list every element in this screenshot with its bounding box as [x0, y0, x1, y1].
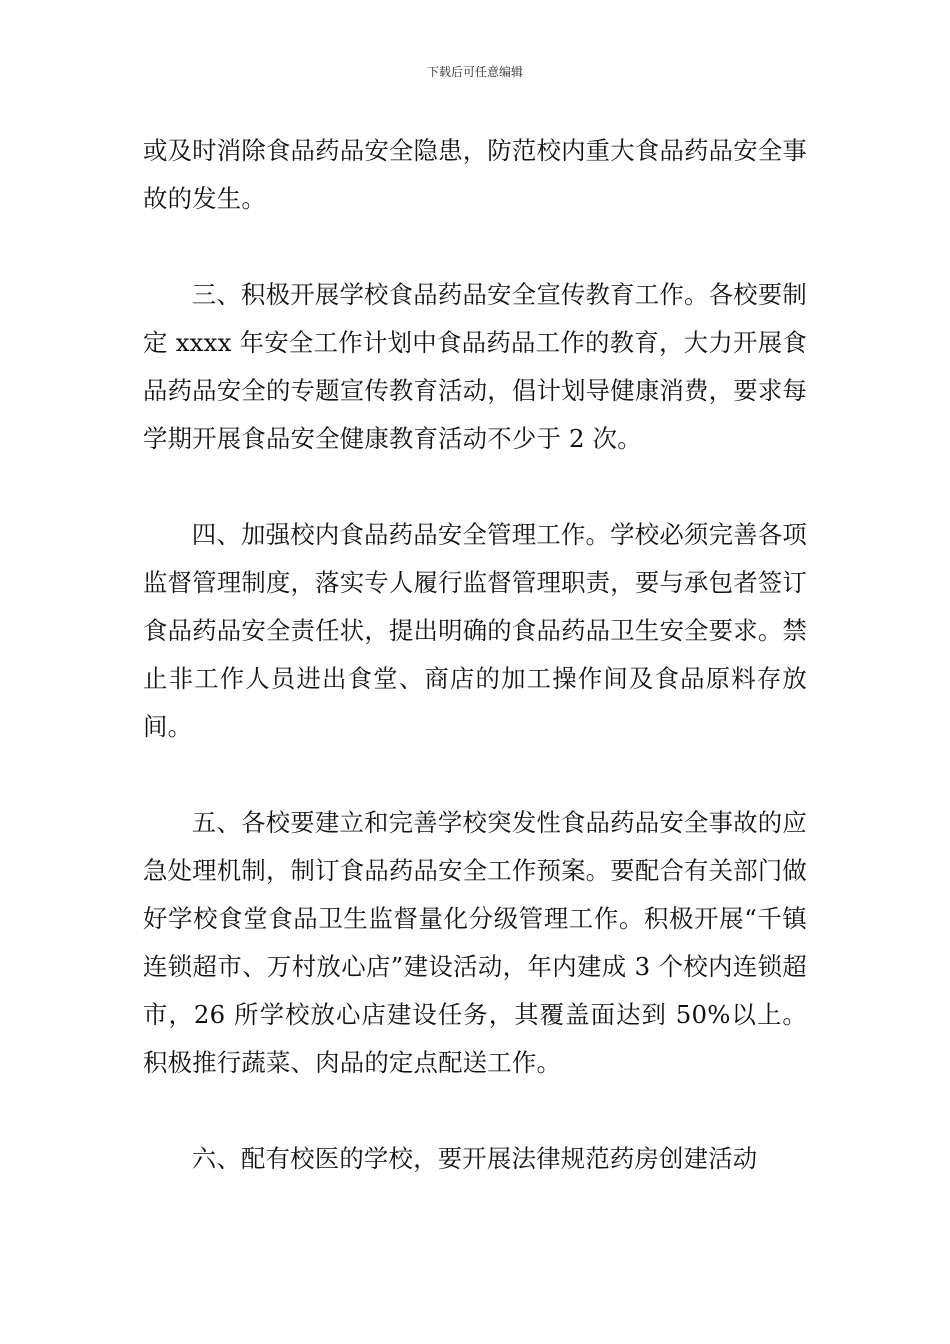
paragraph-section-4: 四、加强校内食品药品安全管理工作。学校必须完善各项监督管理制度，落实专人履行监督管理职责，要与承包者签订食品药品安全责任状，提出明确的食品药品卫生安全要求。禁止非工作人员进出食堂、商店的加工操作间及食品原料存放间。 — [143, 520, 807, 741]
paragraph-section-3: 三、积极开展学校食品药品安全宣传教育工作。各校要制定 xxxx 年安全工作计划中食品药品工作的教育，大力开展食品药品安全的专题宣传教育活动，倡计划导健康消费，要求每学期开展食品安全健康教育活动不少于 2 次。 — [143, 280, 807, 453]
document-body — [143, 127, 807, 1183]
paragraph-continuation: 或及时消除食品药品安全隐患，防范校内重大食品药品安全事故的发生。 — [143, 136, 807, 213]
paragraph-gap — [143, 1087, 807, 1135]
paragraph-section-5: 五、各校要建立和完善学校突发性食品药品安全事故的应急处理机制，制订食品药品安全工作预案。要配合有关部门做好学校食堂食品卫生监督量化分级管理工作。积极开展“千镇连锁超市、万村放心店”建设活动，年内建成 3 个校内连锁超市，26 所学校放心店建设任务，其覆盖面达到 50%以上。积极推行蔬菜、肉品的定点配送工作。 — [143, 808, 807, 1077]
paragraph-gap — [143, 223, 807, 271]
paragraph-gap — [143, 751, 807, 799]
paragraph-section-6: 六、配有校医的学校，要开展法律规范药房创建活动 — [191, 1144, 758, 1173]
paragraph-gap — [143, 463, 807, 511]
page-header: 下载后可任意编辑 — [426, 65, 523, 79]
